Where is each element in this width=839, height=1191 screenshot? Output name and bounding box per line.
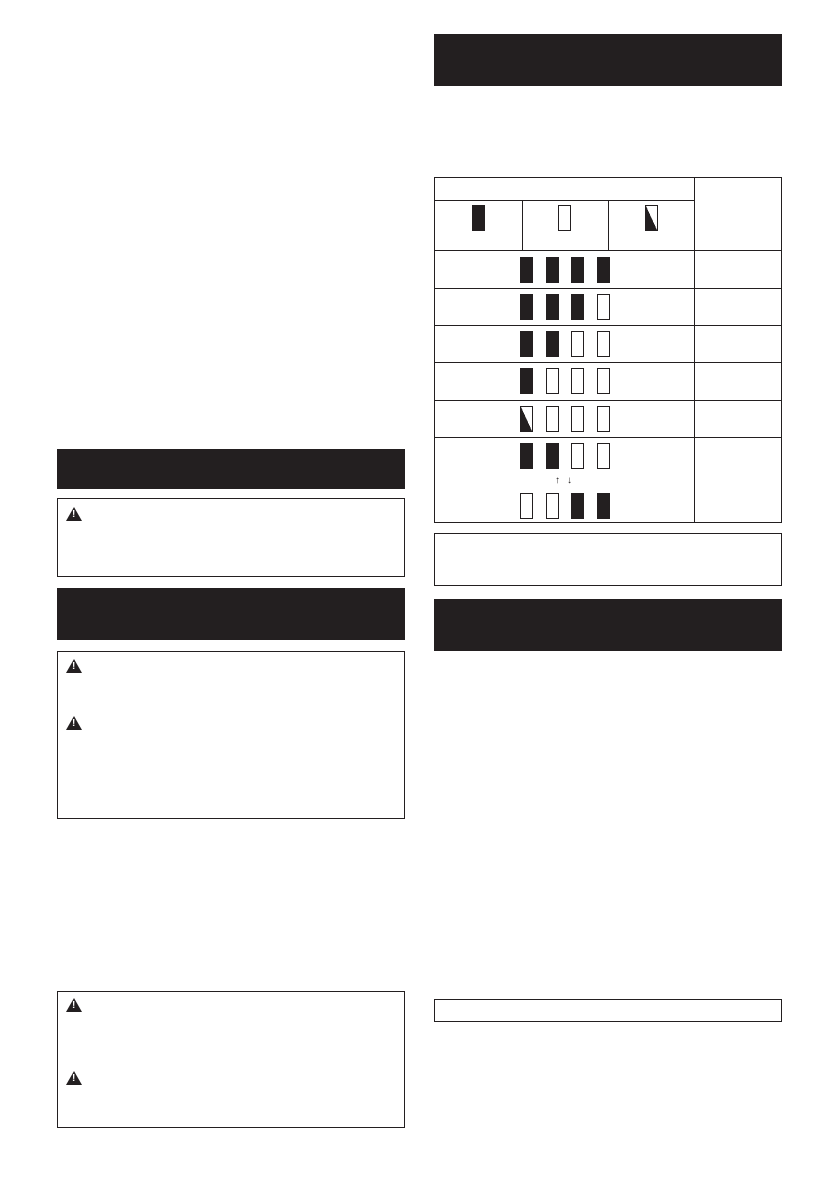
lamp-lit-icon <box>546 294 559 320</box>
arrow-up-icon: ↑ <box>555 475 560 486</box>
lamp-off-icon <box>546 406 559 432</box>
warning-triangle-icon <box>66 659 82 673</box>
lamp-off-icon <box>597 331 610 357</box>
lamp-lit-icon <box>520 294 533 320</box>
lamp-off-icon <box>558 205 571 231</box>
left-warning-box-3 <box>57 991 405 1128</box>
left-warning-box-1 <box>57 498 405 577</box>
lamp-lit-icon <box>571 257 584 283</box>
lamp-blinking-icon <box>520 406 533 432</box>
lamp-off-icon <box>597 294 610 320</box>
right-note-box-2 <box>434 999 782 1022</box>
warning-triangle-icon <box>66 1071 82 1085</box>
lamp-off-icon <box>571 368 584 394</box>
lamp-off-icon <box>546 368 559 394</box>
lamp-off-icon <box>546 493 559 519</box>
right-section-header-1 <box>434 34 782 86</box>
warning-triangle-icon <box>66 716 82 730</box>
lamp-off-icon <box>597 406 610 432</box>
lamp-lit-icon <box>546 331 559 357</box>
lamp-lit-icon <box>546 443 559 469</box>
lamp-lit-icon <box>472 205 485 231</box>
lamp-lit-icon <box>546 257 559 283</box>
indicator-lamp-table <box>434 177 782 523</box>
lamp-lit-icon <box>520 443 533 469</box>
warning-triangle-icon <box>66 507 82 521</box>
lamp-lit-icon <box>571 294 584 320</box>
lamp-off-icon <box>520 493 533 519</box>
left-section-header-2 <box>57 588 405 640</box>
lamp-off-icon <box>597 368 610 394</box>
right-note-box-1 <box>434 533 782 586</box>
right-section-header-2 <box>434 599 782 651</box>
left-section-header-1 <box>57 449 405 489</box>
lamp-lit-icon <box>571 493 584 519</box>
lamp-lit-icon <box>520 331 533 357</box>
lamp-off-icon <box>571 443 584 469</box>
lamp-lit-icon <box>520 368 533 394</box>
lamp-blinking-icon <box>645 205 658 231</box>
lamp-off-icon <box>571 331 584 357</box>
lamp-off-icon <box>597 443 610 469</box>
warning-triangle-icon <box>66 998 82 1012</box>
lamp-lit-icon <box>597 257 610 283</box>
left-warning-box-2 <box>57 651 405 819</box>
lamp-off-icon <box>571 406 584 432</box>
lamp-lit-icon <box>520 257 533 283</box>
arrow-down-icon: ↓ <box>567 475 572 486</box>
lamp-lit-icon <box>597 493 610 519</box>
